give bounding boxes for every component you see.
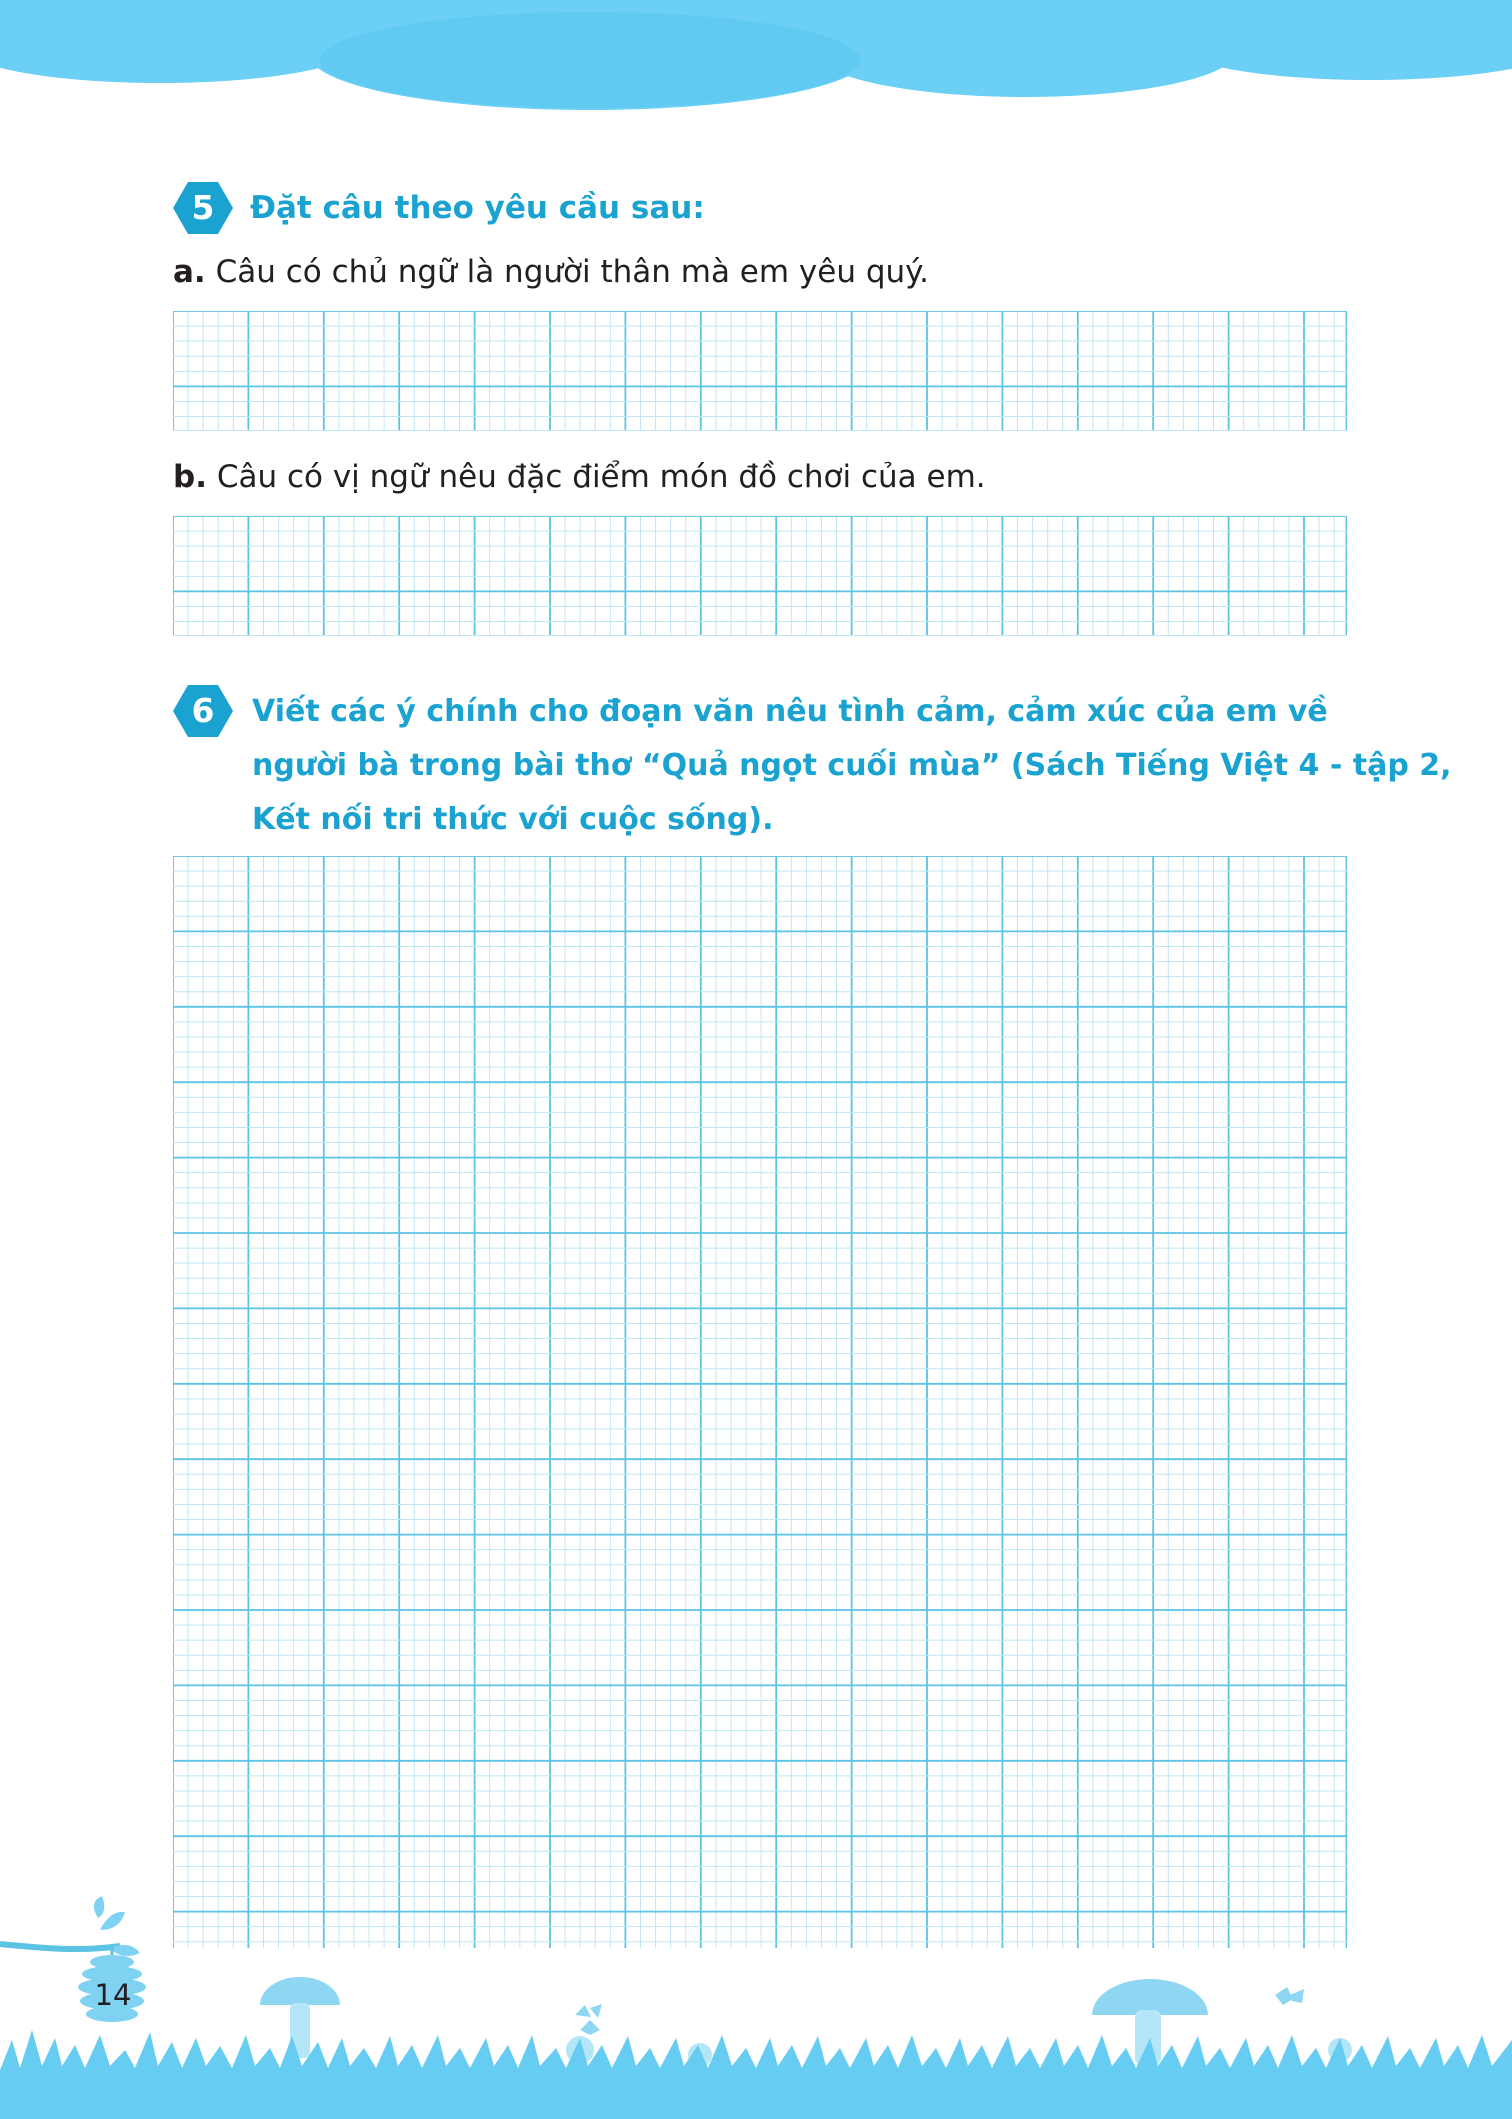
exercise-5-number: 5 [191, 188, 215, 227]
cloud-header-decoration [0, 0, 1512, 110]
exercise-5-number-badge [172, 180, 234, 236]
exercise-5-item-a [173, 254, 929, 290]
answer-grid-b[interactable] [173, 516, 1347, 636]
answer-grid-paragraph[interactable] [173, 856, 1347, 1948]
page-number: 14 [94, 1978, 132, 2012]
item-b-text: Câu có vị ngữ nêu đặc điểm món đồ chơi của em. [216, 459, 986, 495]
beehive-decoration [0, 1890, 180, 2050]
item-a-text: Câu có chủ ngữ là người thân mà em yêu quý. [215, 254, 929, 290]
exercise-5-heading: Đặt câu theo yêu cầu sau: [250, 190, 705, 226]
exercise-6-heading-line-1: Viết các ý chính cho đoạn văn nêu tình cảm, cảm xúc của em về [252, 694, 1328, 729]
item-a-marker: a. [173, 254, 206, 290]
exercise-6-number-badge [172, 683, 234, 739]
exercise-6-heading-line-2: người bà trong bài thơ “Quả ngọt cuối mùa” (Sách Tiếng Việt 4 - tập 2, [252, 748, 1452, 783]
exercise-6-heading-line-3: Kết nối tri thức với cuộc sống). [252, 802, 774, 837]
answer-grid-a[interactable] [173, 311, 1347, 431]
grass-footer-decoration [0, 1890, 1512, 2119]
exercise-5-item-b [173, 459, 986, 495]
exercise-6-number: 6 [191, 691, 215, 730]
item-b-marker: b. [173, 459, 207, 495]
